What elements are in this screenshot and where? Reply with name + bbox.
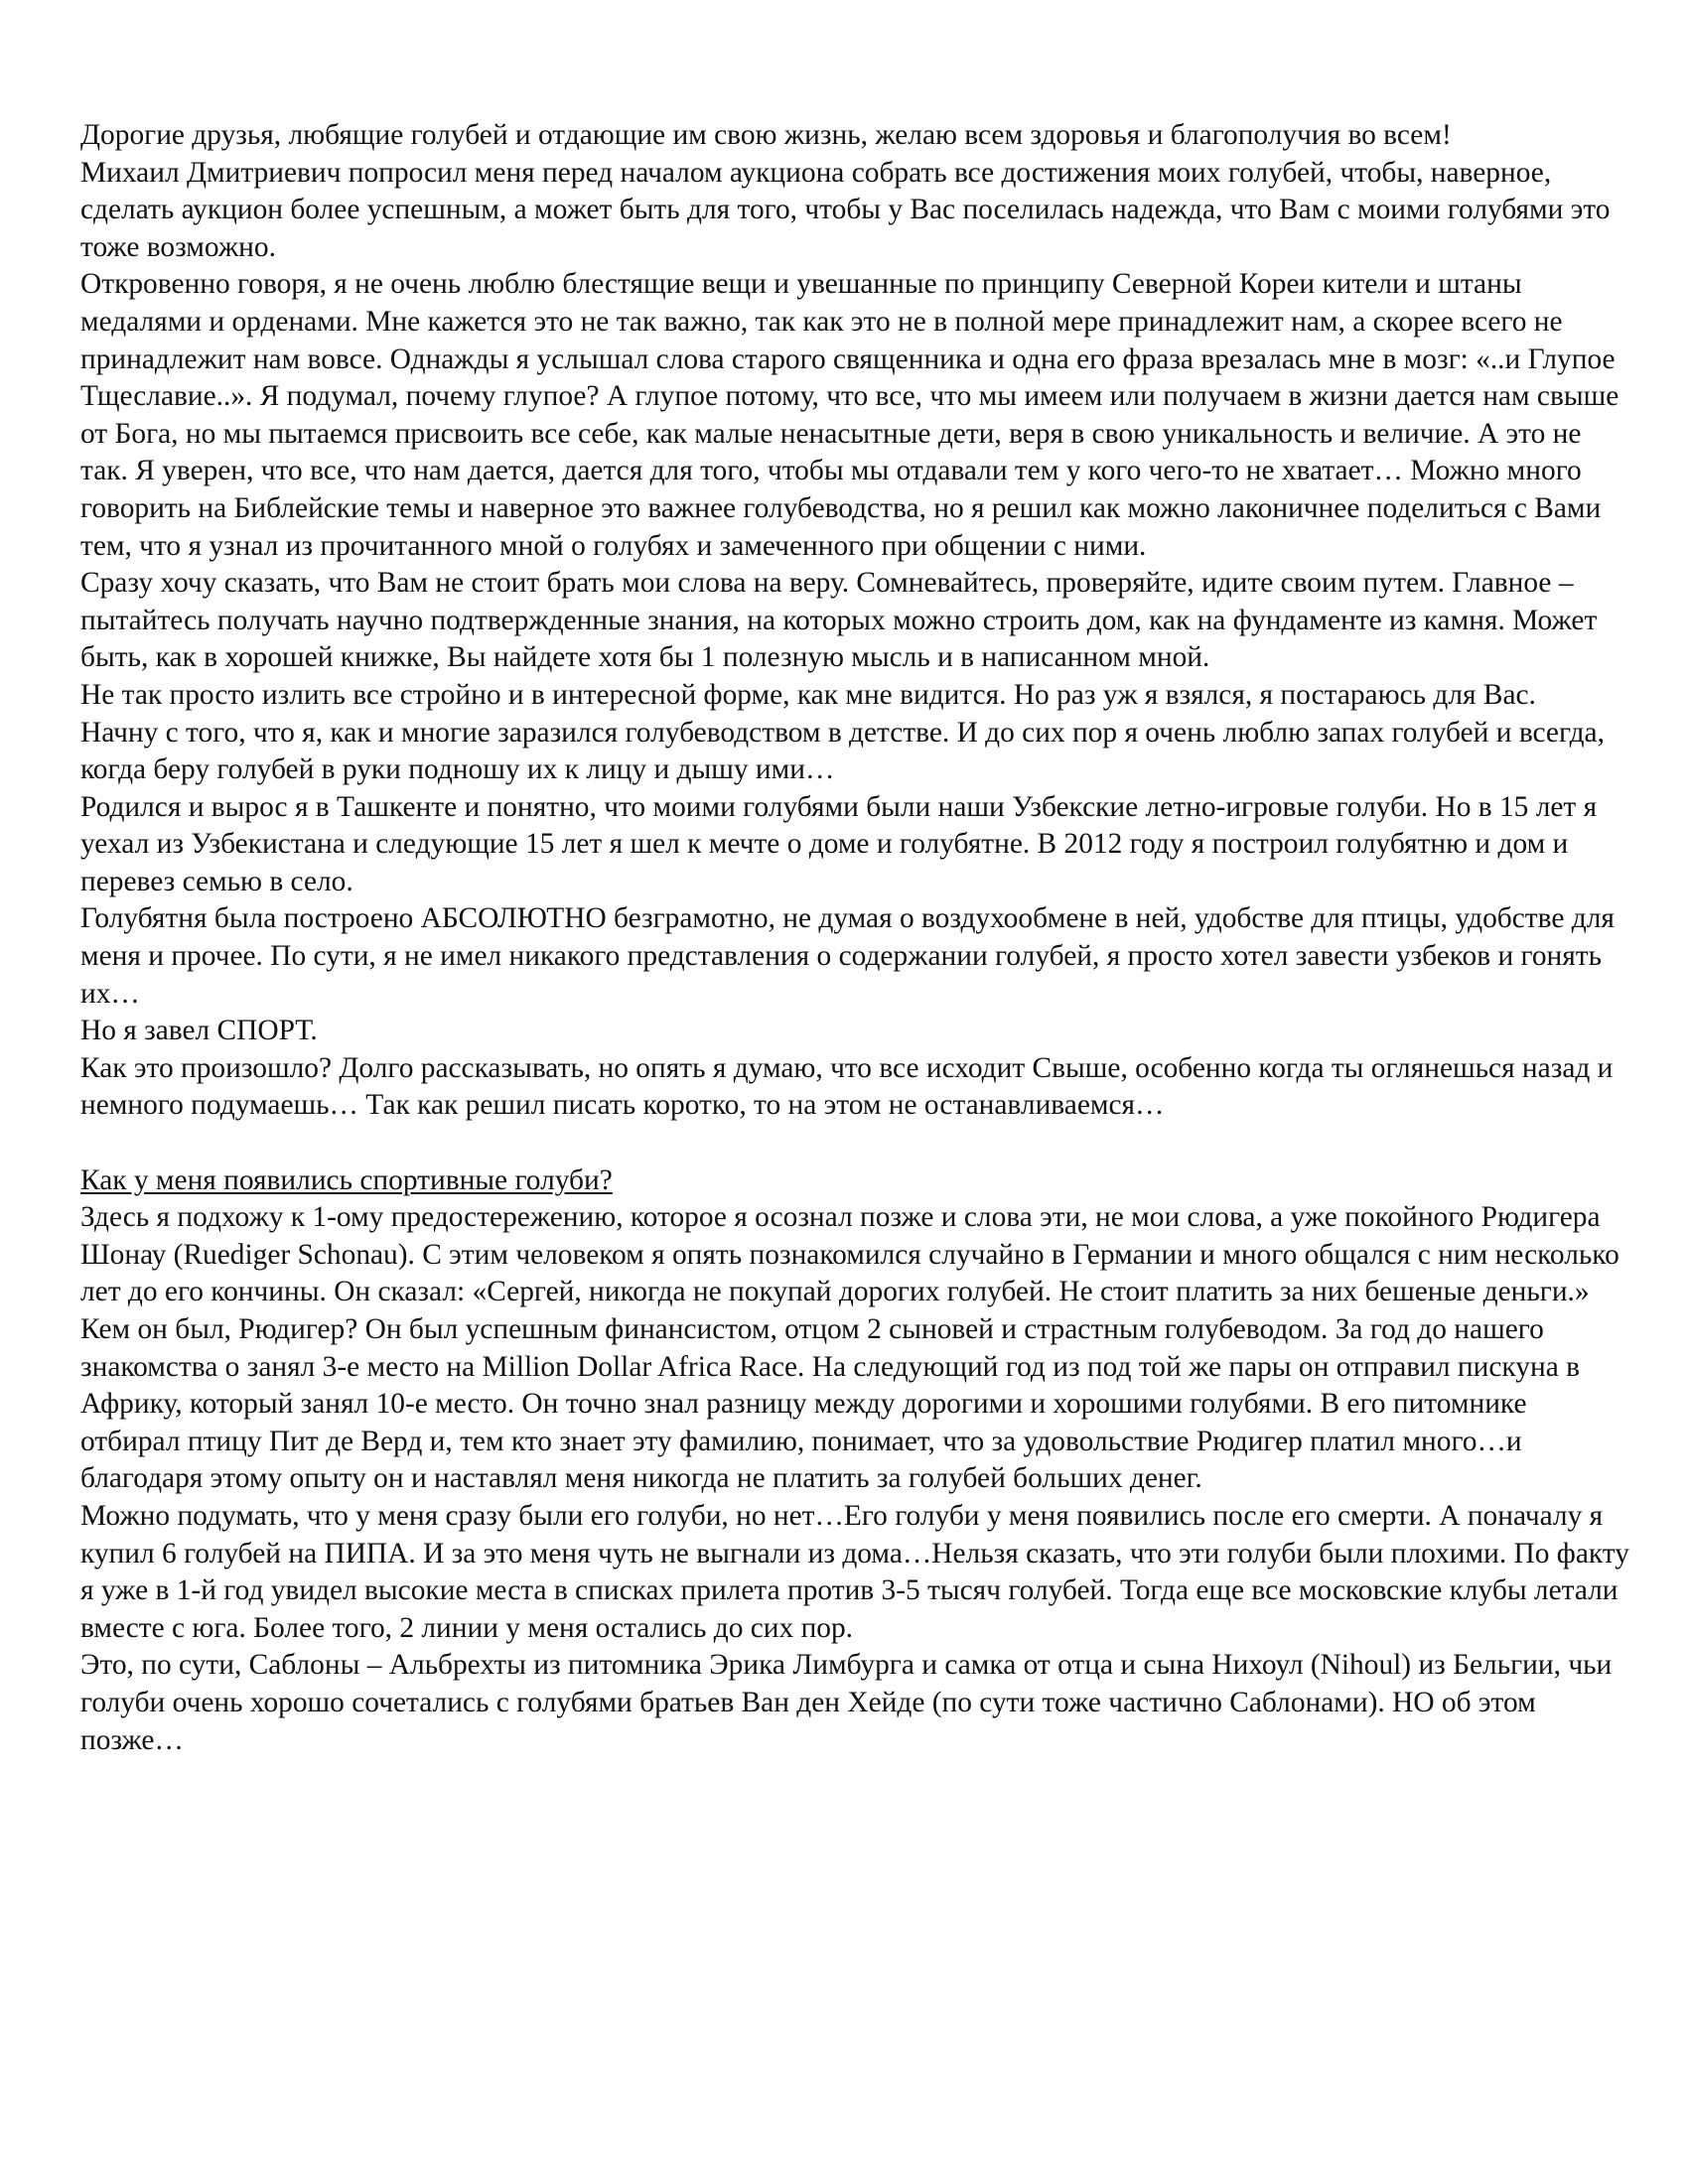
- paragraph-greeting: Дорогие друзья, любящие голубей и отдающие им свою жизнь, желаю всем здоровья и благополучия во всем!: [80, 119, 1452, 151]
- paragraph-doubt: Сразу хочу сказать, что Вам не стоит брать мои слова на веру. Сомневайтесь, проверяйте, идите своим путем. Главное – пытайтесь получать научно подтвержденные знания, на которых можно строить дом, как на фундаменте из камня. Может быть, как в хорошей книжке, Вы найдете хотя бы 1 полезную мысль и в написанном мной.: [80, 567, 1598, 674]
- paragraph-loft: Голубятня была построено АБСОЛЮТНО безграмотно, не думая о воздухообмене в ней, удобстве для птицы, удобстве для меня и прочее. По сути, я не имел никакого представления о содержании голубей, я просто хотел завести узбеков и гонять их…: [80, 902, 1615, 1010]
- paragraph-sport: Но я завел СПОРТ.: [80, 1015, 318, 1047]
- section-heading: Как у меня появились спортивные голуби?: [80, 1163, 613, 1196]
- document-page: [80, 117, 1629, 1759]
- paragraph-effort: Не так просто излить все стройно и в интересной форме, как мне видится. Но раз уж я взялся, я постараюсь для Вас.: [80, 678, 1536, 711]
- paragraph-first-pigeons: Можно подумать, что у меня сразу были его голуби, но нет…Его голуби у меня появились после его смерти. А поначалу я купил 6 голубей на ПИПА. И за это меня чуть не выгнали из дома…Нельзя сказать, что эти голуби были плохими. По факту я уже в 1-й год увидел высокие места в списках прилета против 3-5 тысяч голубей. Тогда еще все московские клубы летали вместе с юга. Более того, 2 линии у меня остались до сих пор.: [80, 1499, 1629, 1644]
- paragraph-vanity: Откровенно говоря, я не очень люблю блестящие вещи и увешанные по принципу Северной Кореи кители и штаны медалями и орденами. Мне кажется это не так важно, так как это не в полной мере принадлежит нам, а скорее всего не принадлежит нам вовсе. Однажды я услышал слова старого священника и одна его фраза врезалась мне в мозг: «..и Глупое Тщеславие..». Я подумал, почему глупое? А глупое потому, что все, что мы имеем или получаем в жизни дается нам свыше от Бога, но мы пытаемся присвоить все себе, как малые ненасытные дети, веря в свою уникальность и величие. А это не так. Я уверен, что все, что нам дается, дается для того, чтобы мы отдавали тем у кого чего-то не хватает… Можно много говорить на Библейские темы и наверное это важнее голубеводства, но я решил как можно лаконичнее поделиться с Вами тем, что я узнал из прочитанного мной о голубях и замеченного при общении с ними.: [80, 268, 1619, 562]
- paragraph-tashkent: Родился и вырос я в Ташкенте и понятно, что моими голубями были наши Узбекские летно-игровые голуби. Но в 15 лет я уехал из Узбекистана и следующие 15 лет я шел к мечте о доме и голубятне. В 2012 году я построил голубятню и дом и перевез семью в село.: [80, 790, 1598, 897]
- paragraph-childhood: Начну с того, что я, как и многие заразился голубеводством в детстве. И до сих пор я очень люблю запах голубей и всегда, когда беру голубей в руки подношу их к лицу и дышу ими…: [80, 716, 1605, 786]
- paragraph-warning: Здесь я подхожу к 1-ому предостережению, которое я осознал позже и слова эти, не мои слова, а уже покойного Рюдигера Шонау (Ruediger Schonau). С этим человеком я опять познакомился случайно в Германии и много общался с ним несколько лет до его кончины. Он сказал: «Сергей, никогда не покупай дорогих голубей. Не стоит платить за них бешеные деньги.» Кем он был, Рюдигер? Он был успешным финансистом, отцом 2 сыновей и страстным голубеводом. За год до нашего знакомства о занял 3-е место на Million Dollar Africa Race. На следующий год из под той же пары он отправил пискуна в Африку, который занял 10-е место. Он точно знал разницу между дорогими и хорошими голубями. В его питомнике отбирал птицу Пит де Верд и, тем кто знает эту фамилию, понимает, что за удовольствие Рюдигер платил много…и благодаря этому опыту он и наставлял меня никогда не платить за голубей больших денег.: [80, 1201, 1619, 1495]
- paragraph-how-it-happened: Как это произошло? Долго рассказывать, но опять я думаю, что все исходит Свыше, особенно когда ты оглянешься назад и немного подумаешь… Так как решил писать коротко, то на этом не останавливаемся…: [80, 1051, 1614, 1122]
- paragraph-spacer: [80, 1125, 1629, 1162]
- paragraph-auction-request: Михаил Дмитриевич попросил меня перед началом аукциона собрать все достижения моих голубей, чтобы, наверное, сделать аукцион более успешным, а может быть для того, чтобы у Вас поселилась надежда, что Вам с моими голубями это тоже возможно.: [80, 156, 1611, 263]
- paragraph-bloodlines: Это, по сути, Саблоны – Альбрехты из питомника Эрика Лимбурга и самка от отца и сына Нихоул (Nihoul) из Бельгии, чьи голуби очень хорошо сочетались с голубями братьев Ван ден Хейде (по сути тоже частично Саблонами). НО об этом позже…: [80, 1649, 1613, 1756]
